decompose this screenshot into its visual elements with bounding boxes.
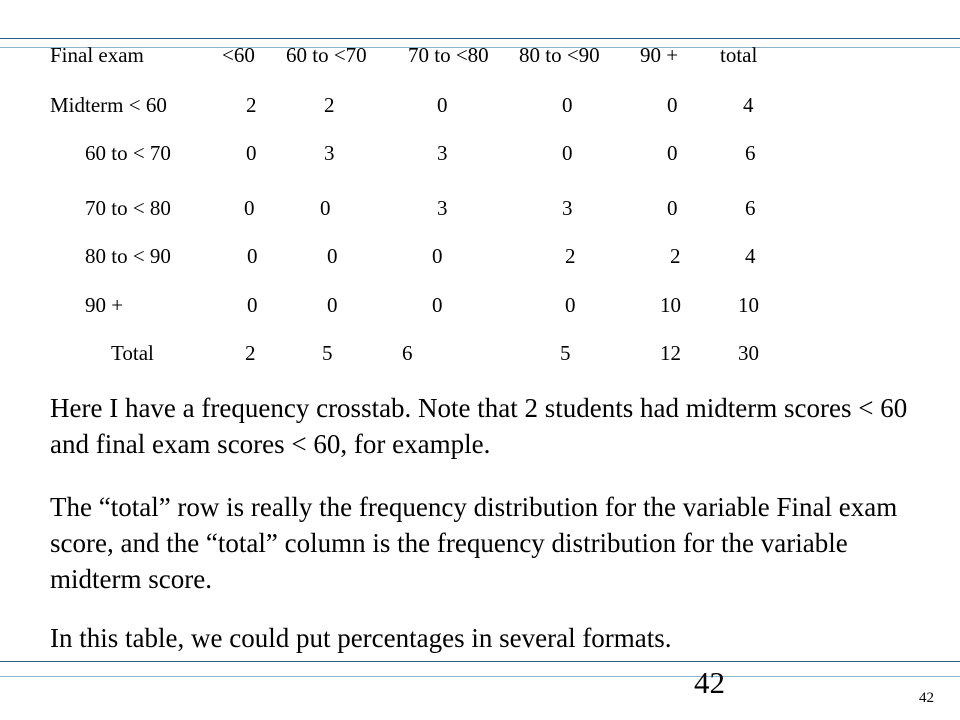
explanation-paragraph: The “total” row is really the frequency distribution for the variable Final exam score, and the “total” column is the frequency distribution for the variable midterm score. [50, 492, 898, 594]
bottom-rule-secondary [0, 676, 960, 677]
crosstab-cell: 10 [738, 293, 759, 317]
crosstab-cell: 2 [246, 93, 257, 117]
crosstab-cell: 2 [565, 244, 576, 268]
crosstab-cell: 6 [745, 141, 756, 165]
page-number-large: 42 [694, 665, 725, 700]
crosstab-cell: 0 [432, 293, 443, 317]
crosstab-column-header: 60 to <70 [286, 43, 367, 67]
crosstab-cell: 0 [667, 93, 678, 117]
crosstab-cell: 0 [246, 141, 257, 165]
crosstab-cell: 2 [324, 93, 335, 117]
crosstab-cell: 4 [743, 93, 754, 117]
crosstab-cell: 0 [437, 93, 448, 117]
crosstab-cell: 0 [327, 293, 338, 317]
crosstab-cell: 0 [562, 93, 573, 117]
crosstab-row-label: Midterm < 60 [50, 93, 167, 117]
crosstab-cell: 30 [738, 341, 759, 365]
explanation-paragraph: In this table, we could put percentages in several formats. [50, 623, 672, 653]
crosstab-column-header: <60 [222, 43, 255, 67]
crosstab-cell: 0 [667, 141, 678, 165]
page-number-small: 42 [919, 690, 934, 706]
crosstab-column-header: 90 + [640, 43, 679, 67]
crosstab-row-label: 80 to < 90 [85, 244, 171, 268]
crosstab-row-label: Total [111, 341, 154, 365]
crosstab-row-label: 70 to < 80 [85, 196, 171, 220]
crosstab-cell: 2 [670, 244, 681, 268]
crosstab-cell: 0 [320, 196, 331, 220]
crosstab-cell: 0 [247, 244, 258, 268]
crosstab-corner-label: Final exam [50, 43, 144, 67]
crosstab-cell: 0 [562, 141, 573, 165]
crosstab-cell: 0 [244, 196, 255, 220]
crosstab-cell: 3 [324, 141, 335, 165]
crosstab-cell: 0 [247, 293, 258, 317]
crosstab-column-header: 80 to <90 [519, 43, 600, 67]
crosstab-cell: 5 [322, 341, 333, 365]
crosstab-row-label: 60 to < 70 [85, 141, 171, 165]
bottom-rule [0, 661, 960, 662]
crosstab-column-header: 70 to <80 [408, 43, 489, 67]
crosstab-cell: 5 [560, 341, 571, 365]
crosstab-cell: 0 [667, 196, 678, 220]
crosstab-cell: 3 [437, 196, 448, 220]
explanation-paragraph: Here I have a frequency crosstab. Note that 2 students had midterm scores < 60 and final exam scores < 60, for example. [50, 393, 908, 459]
crosstab-cell: 2 [245, 341, 256, 365]
crosstab-cell: 10 [660, 293, 681, 317]
crosstab-cell: 12 [660, 341, 681, 365]
crosstab-cell: 3 [437, 141, 448, 165]
crosstab-cell: 3 [562, 196, 573, 220]
crosstab-cell: 6 [745, 196, 756, 220]
crosstab-cell: 0 [432, 244, 443, 268]
crosstab-cell: 6 [402, 341, 413, 365]
crosstab-cell: 0 [327, 244, 338, 268]
crosstab-row-label: 90 + [85, 293, 124, 317]
crosstab-cell: 4 [745, 244, 756, 268]
crosstab-cell: 0 [565, 293, 576, 317]
crosstab-column-header: total [720, 43, 758, 67]
